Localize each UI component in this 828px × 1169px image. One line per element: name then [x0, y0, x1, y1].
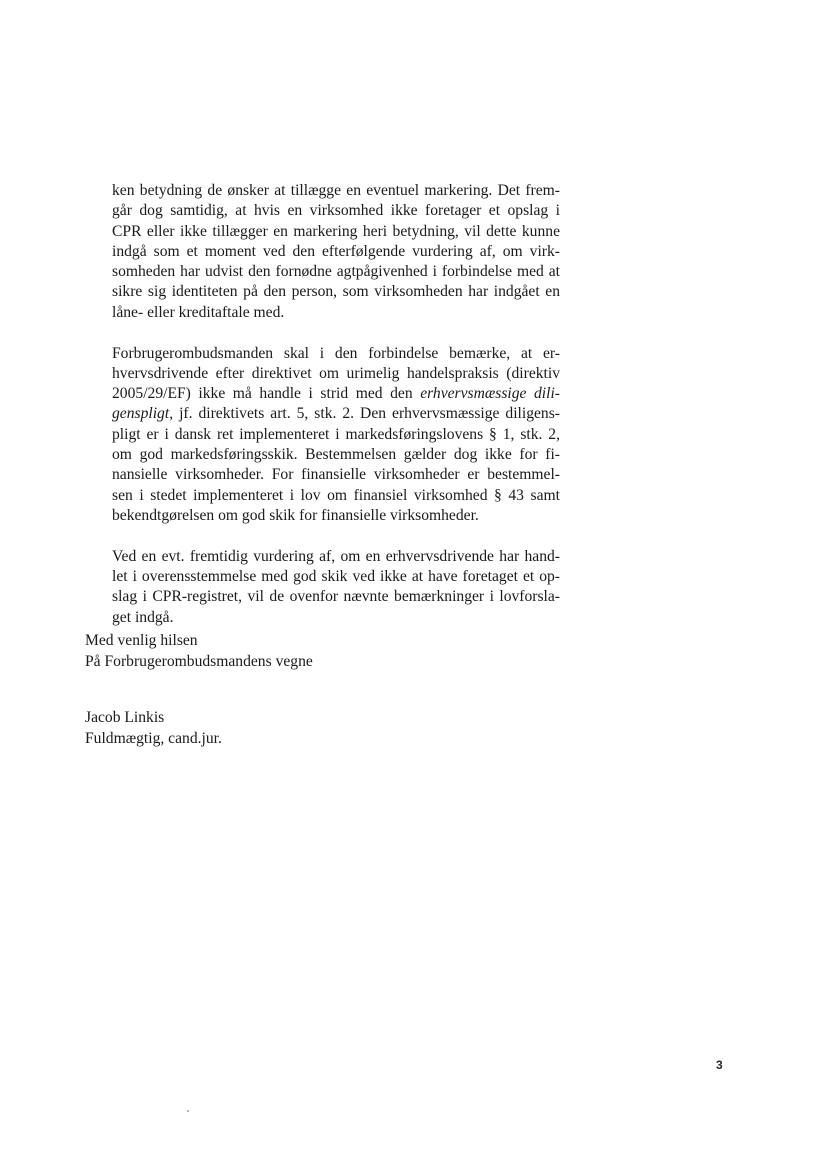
text-line: indgå som et moment ved den efterfølgende vurdering af, om virk- [112, 242, 560, 260]
text-line: Ved en evt. fremtidig vurdering af, om en erhvervsdrivende har hand- [112, 547, 560, 565]
text-line: bekendtgørelsen om god skik for finansielle virksomheder. [112, 506, 479, 524]
letter-body [112, 181, 560, 648]
text-line-mixed [112, 384, 560, 404]
paragraph-2 [112, 344, 560, 527]
scan-speck [187, 1110, 189, 1112]
signatory-title: Fuldmægtig, cand.jur. [85, 729, 222, 747]
text-segment: 2005/29/EF) ikke må handle i strid med den [112, 385, 413, 403]
closing-greeting: Med venlig hilsen [85, 632, 198, 649]
text-line: somheden har udvist den fornødne agtpågivenhed i forbindelse med at [112, 263, 560, 281]
letter-closing [85, 631, 313, 672]
text-segment: , jf. direktivets art. 5, stk. 2. Den erhvervsmæssige diligens- [169, 405, 560, 423]
text-line-mixed [112, 404, 560, 424]
paragraph-3 [112, 547, 560, 628]
text-line: ken betydning de ønsker at tillægge en eventuel markering. Det frem- [112, 182, 560, 199]
text-line: om god markedsføringsskik. Bestemmelsen gælder dog ikke for fi- [112, 446, 560, 464]
text-line: slag i CPR-registret, vil de ovenfor nævnte bemærkninger i lovforsla- [112, 588, 560, 606]
text-line: går dog samtidig, at hvis en virksomhed ikke foretager et opslag i [112, 202, 560, 220]
text-line: get indgå. [112, 608, 174, 626]
paragraph-1 [112, 181, 560, 323]
text-line: Forbrugerombudsmanden skal i den forbindelse bemærke, at er- [112, 344, 560, 362]
italic-term: erhvervsmæssige dili- [420, 385, 560, 403]
text-line: nansielle virksomheder. For finansielle virksomheder er bestemmel- [112, 466, 560, 484]
text-line: CPR eller ikke tillægger en markering heri betydning, vil dette kunne [112, 222, 560, 240]
text-line: pligt er i dansk ret implementeret i markedsføringslovens § 1, stk. 2, [112, 425, 560, 443]
page-number: 3 [716, 1058, 723, 1072]
text-line: let i overensstemmelse med god skik ved ikke at have foretaget et op- [112, 568, 560, 586]
closing-on-behalf: På Forbrugerombudsmandens vegne [85, 652, 313, 670]
signature-block [85, 708, 222, 749]
text-line: sikre sig identiteten på den person, som virksomheden har indgået en [112, 283, 560, 301]
italic-term: genspligt [112, 405, 170, 423]
text-line: hvervsdrivende efter direktivet om urimelig handelspraksis (direktiv [112, 364, 560, 382]
signatory-name: Jacob Linkis [85, 709, 165, 726]
text-line: sen i stedet implementeret i lov om finansiel virksomhed § 43 samt [112, 486, 560, 504]
text-line: låne- eller kreditaftale med. [112, 303, 285, 321]
